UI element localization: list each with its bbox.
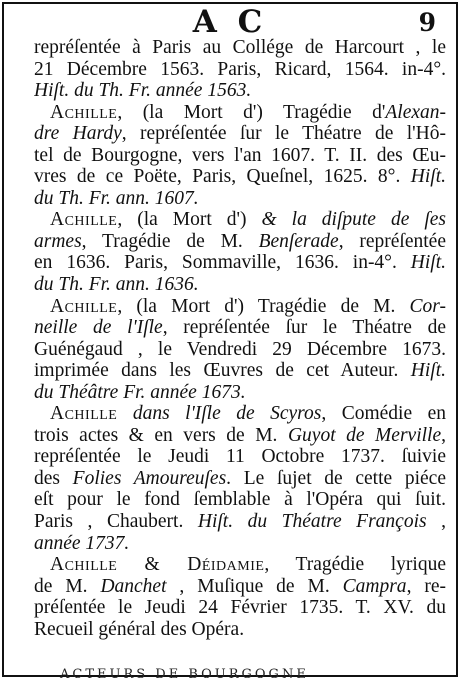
entry-headword: Achille: [50, 295, 118, 317]
text-segment: Guénégaud , le Vendredi 29 Décembre 1673.: [34, 338, 446, 360]
italic-text: armes: [34, 230, 82, 252]
text-line: [34, 145, 446, 167]
entry-headword: Achille: [50, 403, 118, 425]
text-line: [34, 123, 446, 145]
italic-text: dre Hardy: [34, 123, 122, 145]
page-frame: [2, 2, 458, 677]
text-segment: , (la Mort d'): [117, 209, 262, 231]
text-line: [34, 37, 446, 59]
italic-text: Hiſt. du Théatre François: [197, 511, 427, 533]
text-line: [34, 59, 446, 81]
dictionary-entry: [34, 102, 446, 210]
text-line: [34, 554, 446, 576]
running-header: [4, 4, 456, 40]
text-line: [34, 446, 446, 468]
text-segment: Paris , Chaubert.: [34, 511, 198, 533]
text-segment: ,: [426, 511, 446, 533]
italic-text: Hiſt.: [410, 252, 446, 274]
italic-text: & la diſpute de ſes: [261, 209, 446, 231]
text-segment: repréſentée à Paris au Collége de Harcourt , le: [34, 37, 446, 58]
text-segment: vres de ce Poëte, Paris, Queſnel, 1625. 8°.: [34, 166, 411, 188]
text-segment: , Tragédie lyrique: [264, 554, 446, 576]
entry-headword: Achille: [50, 101, 118, 123]
text-segment: préſentée le Jeudi 24 Février 1735. T. XV. du: [34, 597, 446, 619]
text-segment: tel de Bourgogne, vers l'an 1607. T. II. des Œu-: [34, 144, 446, 166]
text-segment: ,: [441, 424, 446, 446]
text-line: [34, 80, 446, 102]
italic-text: Alexan-: [385, 101, 446, 123]
dictionary-entry: [34, 37, 446, 102]
text-segment: , repréſentée ſur le Théatre de: [162, 317, 446, 339]
page-number: 9: [418, 8, 436, 37]
italic-text: Folies Amoureuſes: [72, 467, 227, 489]
italic-text: neille de l'Iſle: [34, 317, 163, 339]
text-line: [34, 576, 446, 598]
dictionary-entry: [34, 296, 446, 404]
text-segment: en 1636. Paris, Sommaville, 1636. in-4°.: [34, 252, 411, 274]
text-line: [34, 468, 446, 490]
entry-headword: Achille & Déidamie: [50, 554, 265, 576]
text-line: [34, 403, 446, 425]
text-segment: , repréſentée ſur le Théatre de l'Hô-: [121, 123, 446, 145]
text-line: [34, 533, 446, 555]
text-line: [34, 360, 446, 382]
text-line: [34, 274, 446, 296]
text-line: [34, 597, 446, 619]
dictionary-entry: [34, 209, 446, 295]
text-segment: trois actes & en vers de M.: [34, 424, 288, 446]
italic-text: Hiſt. du Th. Fr. année 1563.: [34, 80, 252, 102]
entry-headword: Achille: [50, 209, 118, 231]
text-segment: Recueil général des Opéra.: [34, 618, 245, 640]
text-line: [34, 102, 446, 124]
cut-off-line: ACTEURS DE BOURGOGNE: [60, 667, 309, 682]
entry-list: [34, 37, 446, 640]
text-segment: imprimée dans les Œuvres de cet Auteur.: [34, 360, 411, 382]
text-line: [34, 296, 446, 318]
italic-text: dans l'Iſle de Scyros: [117, 403, 322, 425]
text-line: [34, 252, 446, 274]
text-line: [34, 339, 446, 361]
header-title: A C: [192, 4, 268, 40]
text-segment: , repréſentée: [338, 230, 446, 252]
italic-text: Guyot de Merville: [287, 424, 442, 446]
text-line: [34, 425, 446, 447]
text-line: [34, 489, 446, 511]
text-line: [34, 317, 446, 339]
text-line: [34, 511, 446, 533]
italic-text: du Th. Fr. ann. 1607.: [34, 187, 199, 209]
italic-text: Hiſt.: [410, 360, 446, 382]
italic-text: Campra: [342, 575, 407, 597]
text-segment: , (la Mort d') Tragédie d': [117, 101, 386, 123]
text-line: [34, 619, 446, 641]
text-segment: eſt pour le fond ſemblable à l'Opéra qui ſuit.: [34, 489, 446, 511]
text-line: [34, 188, 446, 210]
italic-text: du Théâtre Fr. année 1673.: [34, 381, 246, 403]
text-segment: des: [34, 467, 73, 489]
text-line: [34, 209, 446, 231]
italic-text: Hiſt.: [410, 166, 446, 188]
text-segment: 21 Décembre 1563. Paris, Ricard, 1564. in-4°.: [34, 58, 446, 80]
italic-text: du Th. Fr. ann. 1636.: [34, 274, 199, 296]
italic-text: année 1737.: [34, 532, 130, 554]
text-segment: , Muſique de M.: [166, 575, 343, 597]
italic-text: Cor-: [409, 295, 446, 317]
text-segment: de M.: [34, 575, 101, 597]
dictionary-entry: [34, 554, 446, 640]
text-line: [34, 166, 446, 188]
text-segment: , re-: [406, 575, 446, 597]
text-segment: . Le ſujet de cette piéce: [226, 467, 446, 489]
text-segment: repréſentée le Jeudi 11 Octobre 1737. ſuivie: [34, 446, 446, 468]
text-line: [34, 231, 446, 253]
text-line: [34, 382, 446, 404]
italic-text: Danchet: [100, 575, 167, 597]
text-segment: , Comédie en: [321, 403, 446, 425]
dictionary-entry: [34, 403, 446, 554]
italic-text: Benſerade: [258, 230, 339, 252]
text-segment: , Tragédie de M.: [81, 230, 259, 252]
text-segment: , (la Mort d') Tragédie de M.: [117, 295, 410, 317]
